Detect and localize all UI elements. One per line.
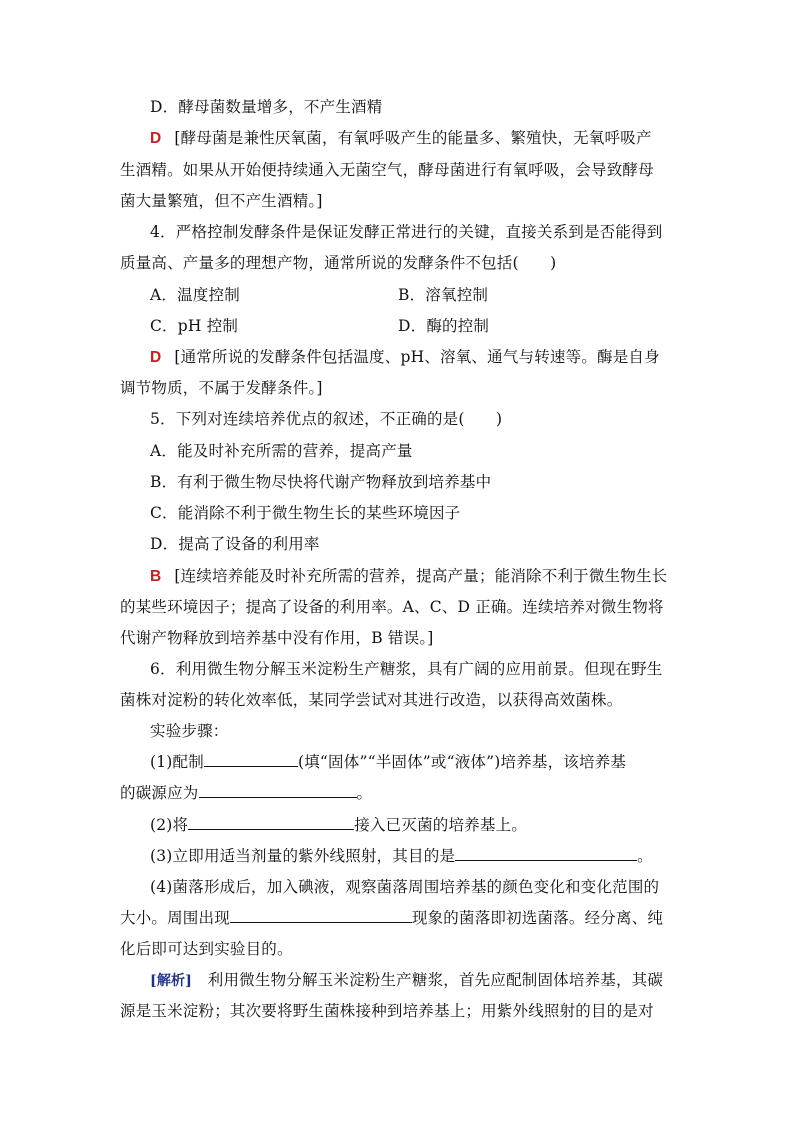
q6-step-1-text-b: (填“固体”“半固体”或“液体”)培养基，该培养基: [297, 753, 627, 771]
q6-step-4-line-3: 化后即可达到实验目的。: [120, 940, 293, 958]
q6-step-1-text-d: 。: [356, 784, 373, 802]
q6-analysis-text-1: 利用微生物分解玉米淀粉生产糖浆，首先应配制固体培养基，其碳: [192, 971, 664, 989]
q6-blank-3[interactable]: [188, 815, 354, 830]
q6-step-1-text-a: (1)配制: [150, 753, 204, 771]
q3-answer-explanation: [150, 128, 652, 149]
q3-explanation-line-2: 生酒精。如果从开始便持续通入无菌空气，酵母菌进行有氧呼吸，会导致酵母: [120, 161, 654, 179]
q6-steps-title: 实验步骤：: [150, 722, 229, 740]
q6-step-4-line-1: (4)菌落形成后，加入碘液，观察菌落周围培养基的颜色变化和变化范围的: [150, 878, 660, 896]
q6-stem-line-1: 6．利用微生物分解玉米淀粉生产糖浆，具有广阔的应用前景。但现在野生: [150, 660, 663, 678]
q3-explanation-line-1: [酵母菌是兼性厌氧菌，有氧呼吸产生的能量多、繁殖快，无氧呼吸产: [174, 129, 652, 147]
q3-answer: D: [150, 130, 162, 147]
q6-step-1: [150, 752, 626, 772]
q5-explanation-line-2: 的某些环境因子；提高了设备的利用率。A、C、D 正确。连续培养对微生物将: [120, 598, 664, 616]
q5-explanation-line-3: 代谢产物释放到培养基中没有作用，B 错误。]: [120, 629, 434, 647]
q6-step-3: [150, 846, 653, 866]
q4-explanation-line-1: [通常所说的发酵条件包括温度、pH、溶氧、通气与转速等。酶是自身: [174, 348, 660, 366]
q5-option-d: D．提高了设备的利用率: [150, 535, 320, 553]
q6-blank-2[interactable]: [199, 783, 357, 798]
q4-option-c: C．pH 控制: [150, 317, 239, 335]
q5-answer-explanation: [150, 566, 667, 587]
q6-blank-5[interactable]: [230, 908, 412, 923]
q5-explanation-line-1: [连续培养能及时补充所需的营养，提高产量；能消除不利于微生物生长: [174, 567, 668, 585]
q4-answer: D: [150, 349, 162, 366]
q6-blank-1[interactable]: [204, 752, 298, 767]
q6-blank-4[interactable]: [455, 846, 637, 861]
q6-step-2: [150, 815, 527, 835]
q5-stem: 5．下列对连续培养优点的叙述，不正确的是( ): [150, 410, 503, 428]
q3-option-d: D．酵母菌数量增多，不产生酒精: [150, 98, 383, 116]
q6-step-1-text-c: 的碳源应为: [120, 784, 199, 802]
q6-analysis-line-1: [150, 970, 663, 991]
q6-step-2-text-b: 接入已灭菌的培养基上。: [354, 816, 527, 834]
q4-stem-line-1: 4．严格控制发酵条件是保证发酵正常进行的关键，直接关系到是否能得到: [150, 223, 663, 241]
q4-stem-line-2: 质量高、产量多的理想产物，通常所说的发酵条件不包括( ): [120, 254, 557, 272]
q5-option-a: A．能及时补充所需的营养，提高产量: [150, 442, 413, 460]
q4-explanation-line-2: 调节物质，不属于发酵条件。]: [120, 379, 323, 397]
q4-option-b: B．溶氧控制: [398, 286, 489, 304]
q5-answer: B: [150, 568, 162, 585]
q3-explanation-line-3: 菌大量繁殖，但不产生酒精。]: [120, 192, 323, 210]
analysis-tag: [解析]: [150, 973, 193, 989]
q5-option-b: B．有利于微生物尽快将代谢产物释放到培养基中: [150, 473, 492, 491]
q4-answer-explanation: [150, 347, 660, 368]
q6-step-1-cont: [120, 783, 372, 803]
q6-step-3-text-b: 。: [637, 847, 653, 865]
q5-option-c: C．能消除不利于微生物生长的某些环境因子: [150, 504, 461, 522]
q6-step-4-line-2: [120, 908, 663, 928]
q6-analysis-line-2: 源是玉米淀粉；其次要将野生菌株接种到培养基上；用紫外线照射的目的是对: [120, 1002, 654, 1020]
q4-option-a: A．温度控制: [150, 286, 240, 304]
q6-step-4-text-b: 大小。周围出现: [120, 909, 230, 927]
q6-stem-line-2: 菌株对淀粉的转化效率低，某同学尝试对其进行改造，以获得高效菌株。: [120, 691, 623, 709]
q6-step-2-text-a: (2)将: [150, 816, 189, 834]
q4-option-d: D．酶的控制: [398, 317, 490, 335]
q6-step-4-text-c: 现象的菌落即初选菌落。经分离、纯: [411, 909, 664, 927]
q6-step-3-text-a: (3)立即用适当剂量的紫外线照射，其目的是: [150, 847, 456, 865]
